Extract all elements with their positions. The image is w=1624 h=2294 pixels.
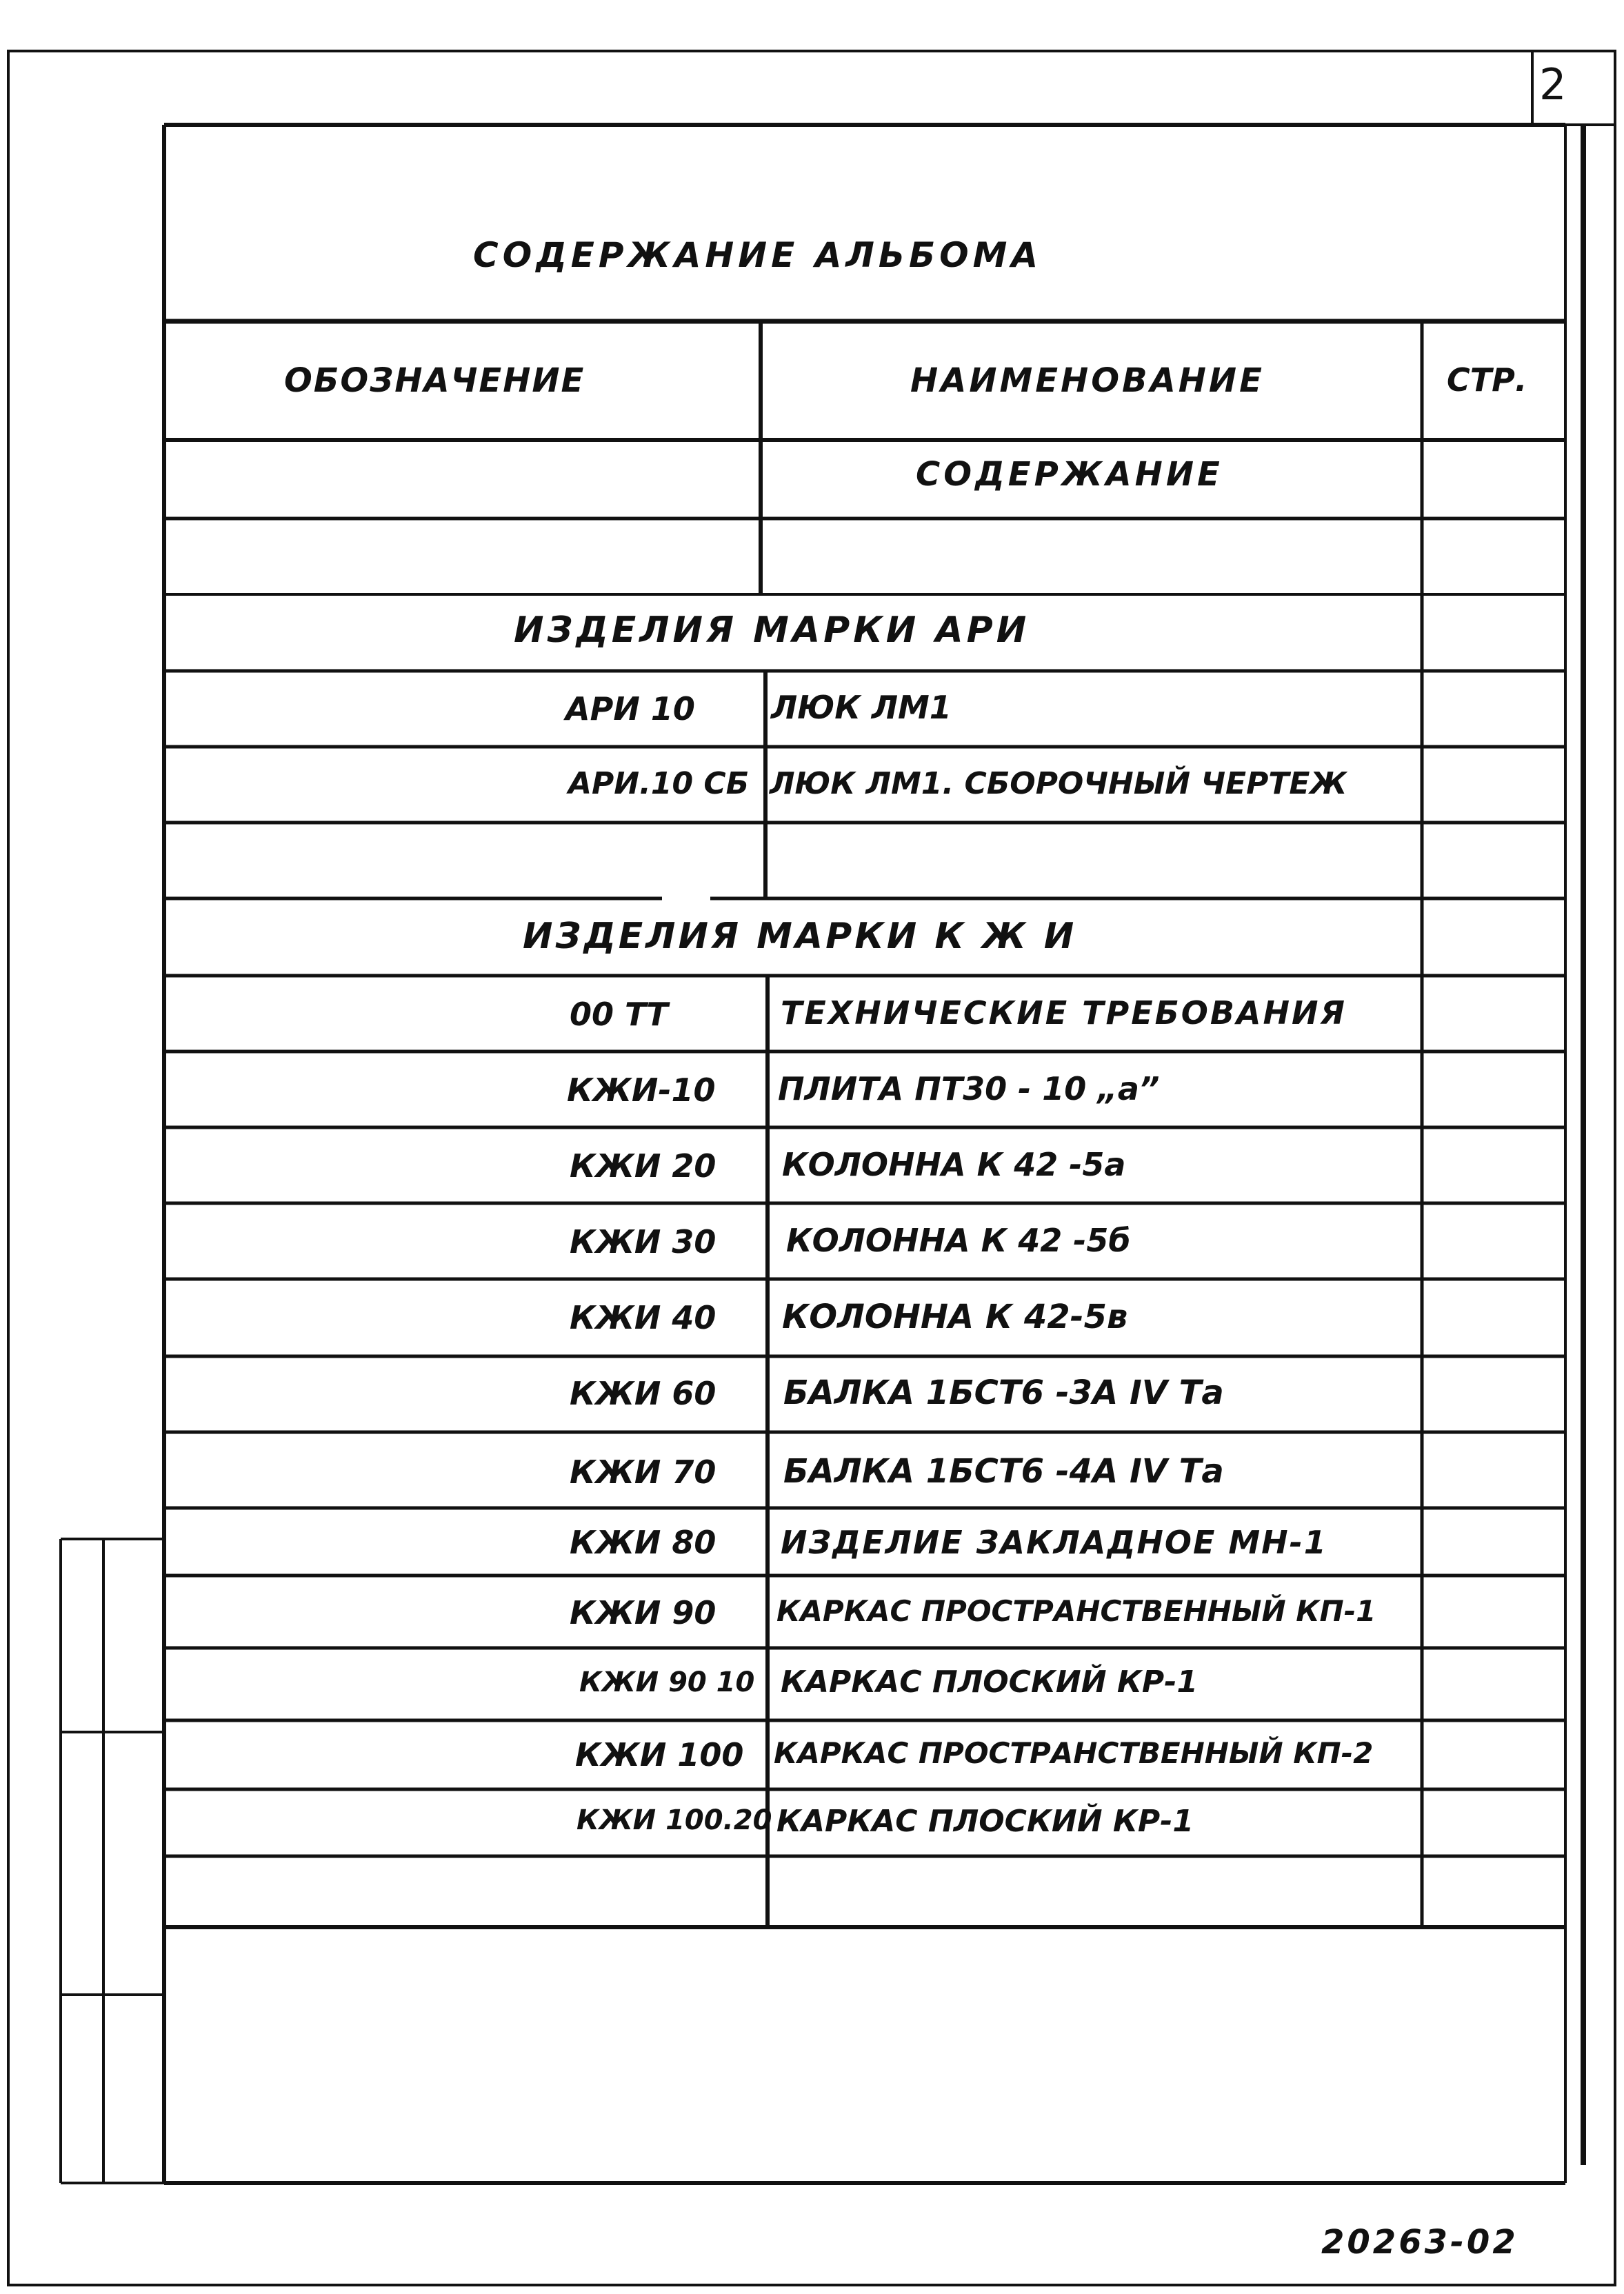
row-designation: КЖИ 60 xyxy=(570,1375,716,1412)
document-code: 20263-02 xyxy=(1321,2223,1518,2262)
page-number: 2 xyxy=(1539,59,1567,110)
row-name: БАЛКА 1БСТ6 -3А IV Та xyxy=(783,1374,1224,1412)
row-designation: КЖИ 80 xyxy=(570,1524,716,1561)
row-designation: КЖИ 90 xyxy=(570,1594,716,1631)
row-name: ТЕХНИЧЕСКИЕ ТРЕБОВАНИЯ xyxy=(781,994,1347,1032)
row-name: ЛЮК ЛМ1 xyxy=(771,689,952,726)
column-header-name: НАИМЕНОВАНИЕ xyxy=(910,361,1265,400)
row-designation: КЖИ 90 10 xyxy=(579,1667,755,1698)
column-header-page: СТР. xyxy=(1447,361,1527,399)
section-heading: ИЗДЕЛИЯ МАРКИ К Ж И xyxy=(523,916,1077,957)
row-designation: КЖИ 30 xyxy=(570,1223,716,1260)
row-name: БАЛКА 1БСТ6 -4А IV Та xyxy=(783,1452,1224,1491)
row-name: КОЛОННА К 42-5в xyxy=(782,1298,1128,1336)
row-name: КАРКАС ПЛОСКИЙ КР-1 xyxy=(776,1804,1194,1839)
row-designation: 00 ТТ xyxy=(570,996,668,1033)
row-designation: КЖИ 70 xyxy=(570,1453,716,1491)
row-name: КАРКАС ПРОСТРАНСТВЕННЫЙ КП-1 xyxy=(776,1594,1376,1628)
row-designation: КЖИ-10 xyxy=(567,1071,716,1109)
row-designation: КЖИ 100.20 xyxy=(577,1804,772,1836)
row-designation: КЖИ 100 xyxy=(575,1736,744,1773)
row-designation: АРИ.10 СБ xyxy=(568,766,750,801)
row-designation: АРИ 10 xyxy=(565,690,695,727)
row-name: ИЗДЕЛИЕ ЗАКЛАДНОЕ МН-1 xyxy=(781,1524,1327,1561)
album-title: СОДЕРЖАНИЕ АЛЬБОМА xyxy=(473,235,1043,275)
section-heading: ИЗДЕЛИЯ МАРКИ АРИ xyxy=(514,610,1030,651)
row-name: КОЛОННА К 42 -5б xyxy=(786,1222,1131,1259)
row-name: СОДЕРЖАНИЕ xyxy=(916,455,1223,494)
row-name: ПЛИТА ПТ30 - 10 „а” xyxy=(778,1070,1160,1107)
row-designation: КЖИ 40 xyxy=(570,1299,716,1336)
row-name: ЛЮК ЛМ1. СБОРОЧНЫЙ ЧЕРТЕЖ xyxy=(770,766,1347,801)
column-header-designation: ОБОЗНАЧЕНИЕ xyxy=(284,361,585,400)
row-name: КАРКАС ПЛОСКИЙ КР-1 xyxy=(781,1664,1198,1700)
row-name: КОЛОННА К 42 -5а xyxy=(782,1146,1126,1183)
row-name: КАРКАС ПРОСТРАНСТВЕННЫЙ КП-2 xyxy=(774,1736,1374,1770)
row-designation: КЖИ 20 xyxy=(570,1147,716,1185)
